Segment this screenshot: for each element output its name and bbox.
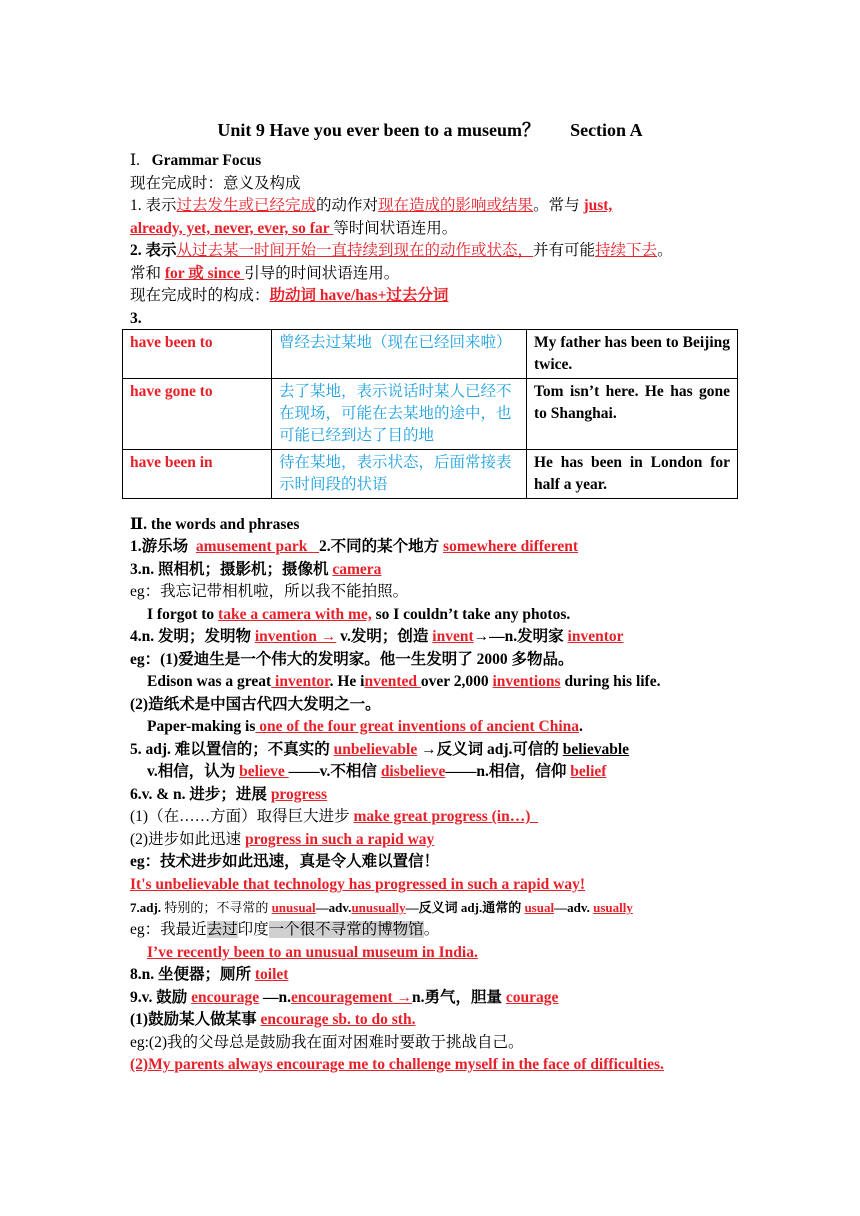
phrase-line-3 <box>130 1010 415 1030</box>
vocab-answer: toilet <box>254 966 289 983</box>
rule-1-text: 。常与 <box>533 197 584 214</box>
example-answer: inventor <box>271 673 330 690</box>
example-answer: inventions <box>492 673 561 690</box>
highlighted-text: 一个很不寻常的博物馆 <box>268 921 424 938</box>
example-text: . He i <box>329 673 365 690</box>
table-cell-example: Tom isn’t here. He has gone to Shanghai. <box>527 379 738 450</box>
example-cn: eg:(2)我的父母总是鼓励我在面对困难时要敢于挑战自己。 <box>130 1034 524 1051</box>
vocab-text: →反义词 adj.可信的 <box>417 741 563 758</box>
example-cn: eg：(1)爱迪生是一个伟大的发明家。他一生发明了 2000 多物品。 <box>130 651 574 668</box>
vocab-answer: invent <box>432 628 474 645</box>
example-text: I forgot to <box>147 606 219 623</box>
example-text: so I couldn’t take any photos. <box>371 606 571 623</box>
rule-2-line1 <box>130 241 673 261</box>
vocab-answer: inventor <box>567 628 624 645</box>
title-main: Unit 9 Have you ever been to a museum？ <box>217 120 541 140</box>
vocab-line-7 <box>130 898 633 918</box>
part2-heading: Ⅱ. the words and phrases <box>130 516 300 533</box>
vocab-line-8 <box>130 965 288 985</box>
vocab-answer: believe <box>239 763 289 780</box>
phrase-line-1 <box>130 807 538 827</box>
example-text: over 2,000 <box>420 673 493 690</box>
vocab-text: 1.游乐场 <box>130 538 196 555</box>
vocab-answer: unbelievable <box>333 741 418 758</box>
vocab-line-3 <box>130 560 381 580</box>
vocab-text: 7.adj. <box>130 900 165 915</box>
part1-heading-number: Ⅰ. <box>130 152 140 169</box>
vocab-text: —n. <box>259 989 292 1006</box>
rule-1-text: 等时间状语连用。 <box>333 220 458 237</box>
example-en <box>147 605 570 625</box>
rule-1-answer: 过去发生或已经完成 <box>176 197 317 214</box>
vocab-text: 4.n. 发明；发明物 <box>130 628 255 645</box>
table-cell-phrase: have gone to <box>123 379 272 450</box>
rule-1-answer: already, yet, never, ever, so far <box>130 220 334 237</box>
rule-2-answer: for 或 since <box>164 265 245 282</box>
rule-2-text: 引导的时间状语连用。 <box>244 265 400 282</box>
table-cell-example: My father has been to Beijing twice. <box>527 330 738 379</box>
rule-1-answer: 现在造成的影响或结果 <box>378 197 534 214</box>
table-cell-meaning: 待在某地，表示状态，后面常接表示时间段的状语 <box>272 450 527 499</box>
example-en-answer: It's unbelievable that technology has progressed in such a rapid way! <box>130 876 586 893</box>
example-en-answer: (2)My parents always encourage me to challenge myself in the face of difficulties. <box>130 1056 664 1073</box>
rule-2-answer: 持续下去 <box>595 242 658 259</box>
vocab-text: 8.n. 坐便器；厕所 <box>130 966 255 983</box>
vocab-text: →—n.发明家 <box>473 628 568 645</box>
highlighted-text: 去过 <box>206 921 238 938</box>
example-text: Edison was a great <box>147 673 272 690</box>
example-en <box>147 717 583 737</box>
part1-heading-text: Grammar Focus <box>151 152 262 169</box>
table-cell-meaning: 曾经去过某地（现在已经回来啦） <box>272 330 527 379</box>
example-answer: nvented <box>364 673 421 690</box>
rule-2-text: 2. 表示 <box>130 242 177 259</box>
vocab-answer: disbelieve <box>380 763 446 780</box>
document-title <box>0 116 860 142</box>
example-answer: take a camera with me, <box>218 606 372 623</box>
vocab-answer: believable <box>562 741 630 758</box>
vocab-text: (1)（在……方面）取得巨大进步 <box>130 808 354 825</box>
vocab-answer: encourage <box>191 989 260 1006</box>
comparison-table <box>122 329 738 499</box>
vocab-text: 9.v. 鼓励 <box>130 989 192 1006</box>
example-cn: eg：技术进步如此迅速，真是令人难以置信！ <box>130 853 440 870</box>
vocab-answer: encouragement → <box>291 989 413 1006</box>
vocab-text: 特别的；不寻常的 <box>164 900 272 915</box>
vocab-answer: amusement park <box>195 538 320 555</box>
vocab-text: ——n.相信，信仰 <box>445 763 571 780</box>
example-cn: eg：我忘记带相机啦，所以我不能拍照。 <box>130 583 409 600</box>
rule-2-text: 并有可能 <box>533 242 596 259</box>
vocab-answer: unusually <box>351 900 406 915</box>
vocab-answer: somewhere different <box>443 538 579 555</box>
table-cell-phrase: have been to <box>123 330 272 379</box>
example-text: . <box>579 718 583 735</box>
vocab-text: (2)进步如此迅速 <box>130 831 245 848</box>
example-text: 印度 <box>237 921 269 938</box>
example-text: during his life. <box>560 673 661 690</box>
vocab-answer: make great progress (in…) <box>353 808 539 825</box>
part1-subtitle: 现在完成时：意义及构成 <box>130 175 301 192</box>
rule-1-line2 <box>130 219 457 239</box>
vocab-answer: invention → <box>254 628 337 645</box>
structure-answer: 助动词 have/has+过去分词 <box>269 287 449 304</box>
structure-label: 现在完成时的构成： <box>130 287 270 304</box>
example-en <box>147 672 660 692</box>
table-row <box>123 379 738 450</box>
vocab-text: —反义词 adj.通常的 <box>405 900 525 915</box>
vocab-text: 6.v. & n. 进步；进展 <box>130 786 271 803</box>
vocab-text: 5. adj. 难以置信的；不真实的 <box>130 741 334 758</box>
vocab-text: —adv. <box>554 900 594 915</box>
vocab-answer: belief <box>570 763 607 780</box>
vocab-line-9 <box>130 988 558 1008</box>
table-cell-phrase: have been in <box>123 450 272 499</box>
phrase-line-2 <box>130 830 434 850</box>
table-cell-example: He has been in London for half a year. <box>527 450 738 499</box>
structure-line <box>130 286 448 306</box>
vocab-answer: usually <box>593 900 633 915</box>
example-text: 。 <box>423 921 440 938</box>
vocab-text: n.勇气，胆量 <box>412 989 506 1006</box>
vocab-answer: unusual <box>271 900 316 915</box>
example-text: eg：我最近 <box>130 921 207 938</box>
rule-2-answer: 从过去某一时间开始一直持续到现在的动作或状态， <box>176 242 534 259</box>
vocab-line-1 <box>130 537 578 557</box>
example-text: Paper-making is <box>147 718 256 735</box>
table-row <box>123 450 738 499</box>
rule-2-text: 常和 <box>130 265 165 282</box>
vocab-line-5 <box>130 740 629 760</box>
vocab-text: v.发明；创造 <box>336 628 433 645</box>
vocab-text: 3.n. 照相机；摄影机；摄像机 <box>130 561 333 578</box>
vocab-line-5b <box>147 762 606 782</box>
vocab-answer: camera <box>332 561 382 578</box>
example-cn: (2)造纸术是中国古代四大发明之一。 <box>130 696 381 713</box>
vocab-text: ——v.不相信 <box>288 763 381 780</box>
vocab-answer: progress <box>270 786 328 803</box>
item-3-number: 3. <box>130 310 142 327</box>
rule-1-text: 的动作对 <box>316 197 379 214</box>
vocab-answer: encourage sb. to do sth. <box>260 1011 416 1028</box>
rule-1-line1 <box>130 196 612 216</box>
example-cn <box>130 920 439 940</box>
title-section: Section A <box>570 120 643 140</box>
rule-1-answer: just, <box>583 197 613 214</box>
vocab-text: v.相信，认为 <box>147 763 240 780</box>
table-row <box>123 330 738 379</box>
example-en-answer: I’ve recently been to an unusual museum in India. <box>147 944 478 961</box>
vocab-text: 2.不同的某个地方 <box>319 538 444 555</box>
vocab-line-6 <box>130 785 327 805</box>
part1-heading <box>130 151 261 171</box>
vocab-answer: progress in such a rapid way <box>244 831 435 848</box>
rule-2-text: 。 <box>657 242 673 259</box>
vocab-line-4 <box>130 627 623 647</box>
example-answer: one of the four great inventions of ancient China <box>255 718 579 735</box>
vocab-answer: courage <box>505 989 559 1006</box>
vocab-text: (1)鼓励某人做某事 <box>130 1011 261 1028</box>
vocab-text: —adv. <box>315 900 352 915</box>
vocab-answer: usual <box>524 900 555 915</box>
rule-2-line2 <box>130 264 399 284</box>
table-cell-meaning: 去了某地，表示说话时某人已经不在现场，可能在去某地的途中，也可能已经到达了目的地 <box>272 379 527 450</box>
rule-1-text: 1. 表示 <box>130 197 177 214</box>
